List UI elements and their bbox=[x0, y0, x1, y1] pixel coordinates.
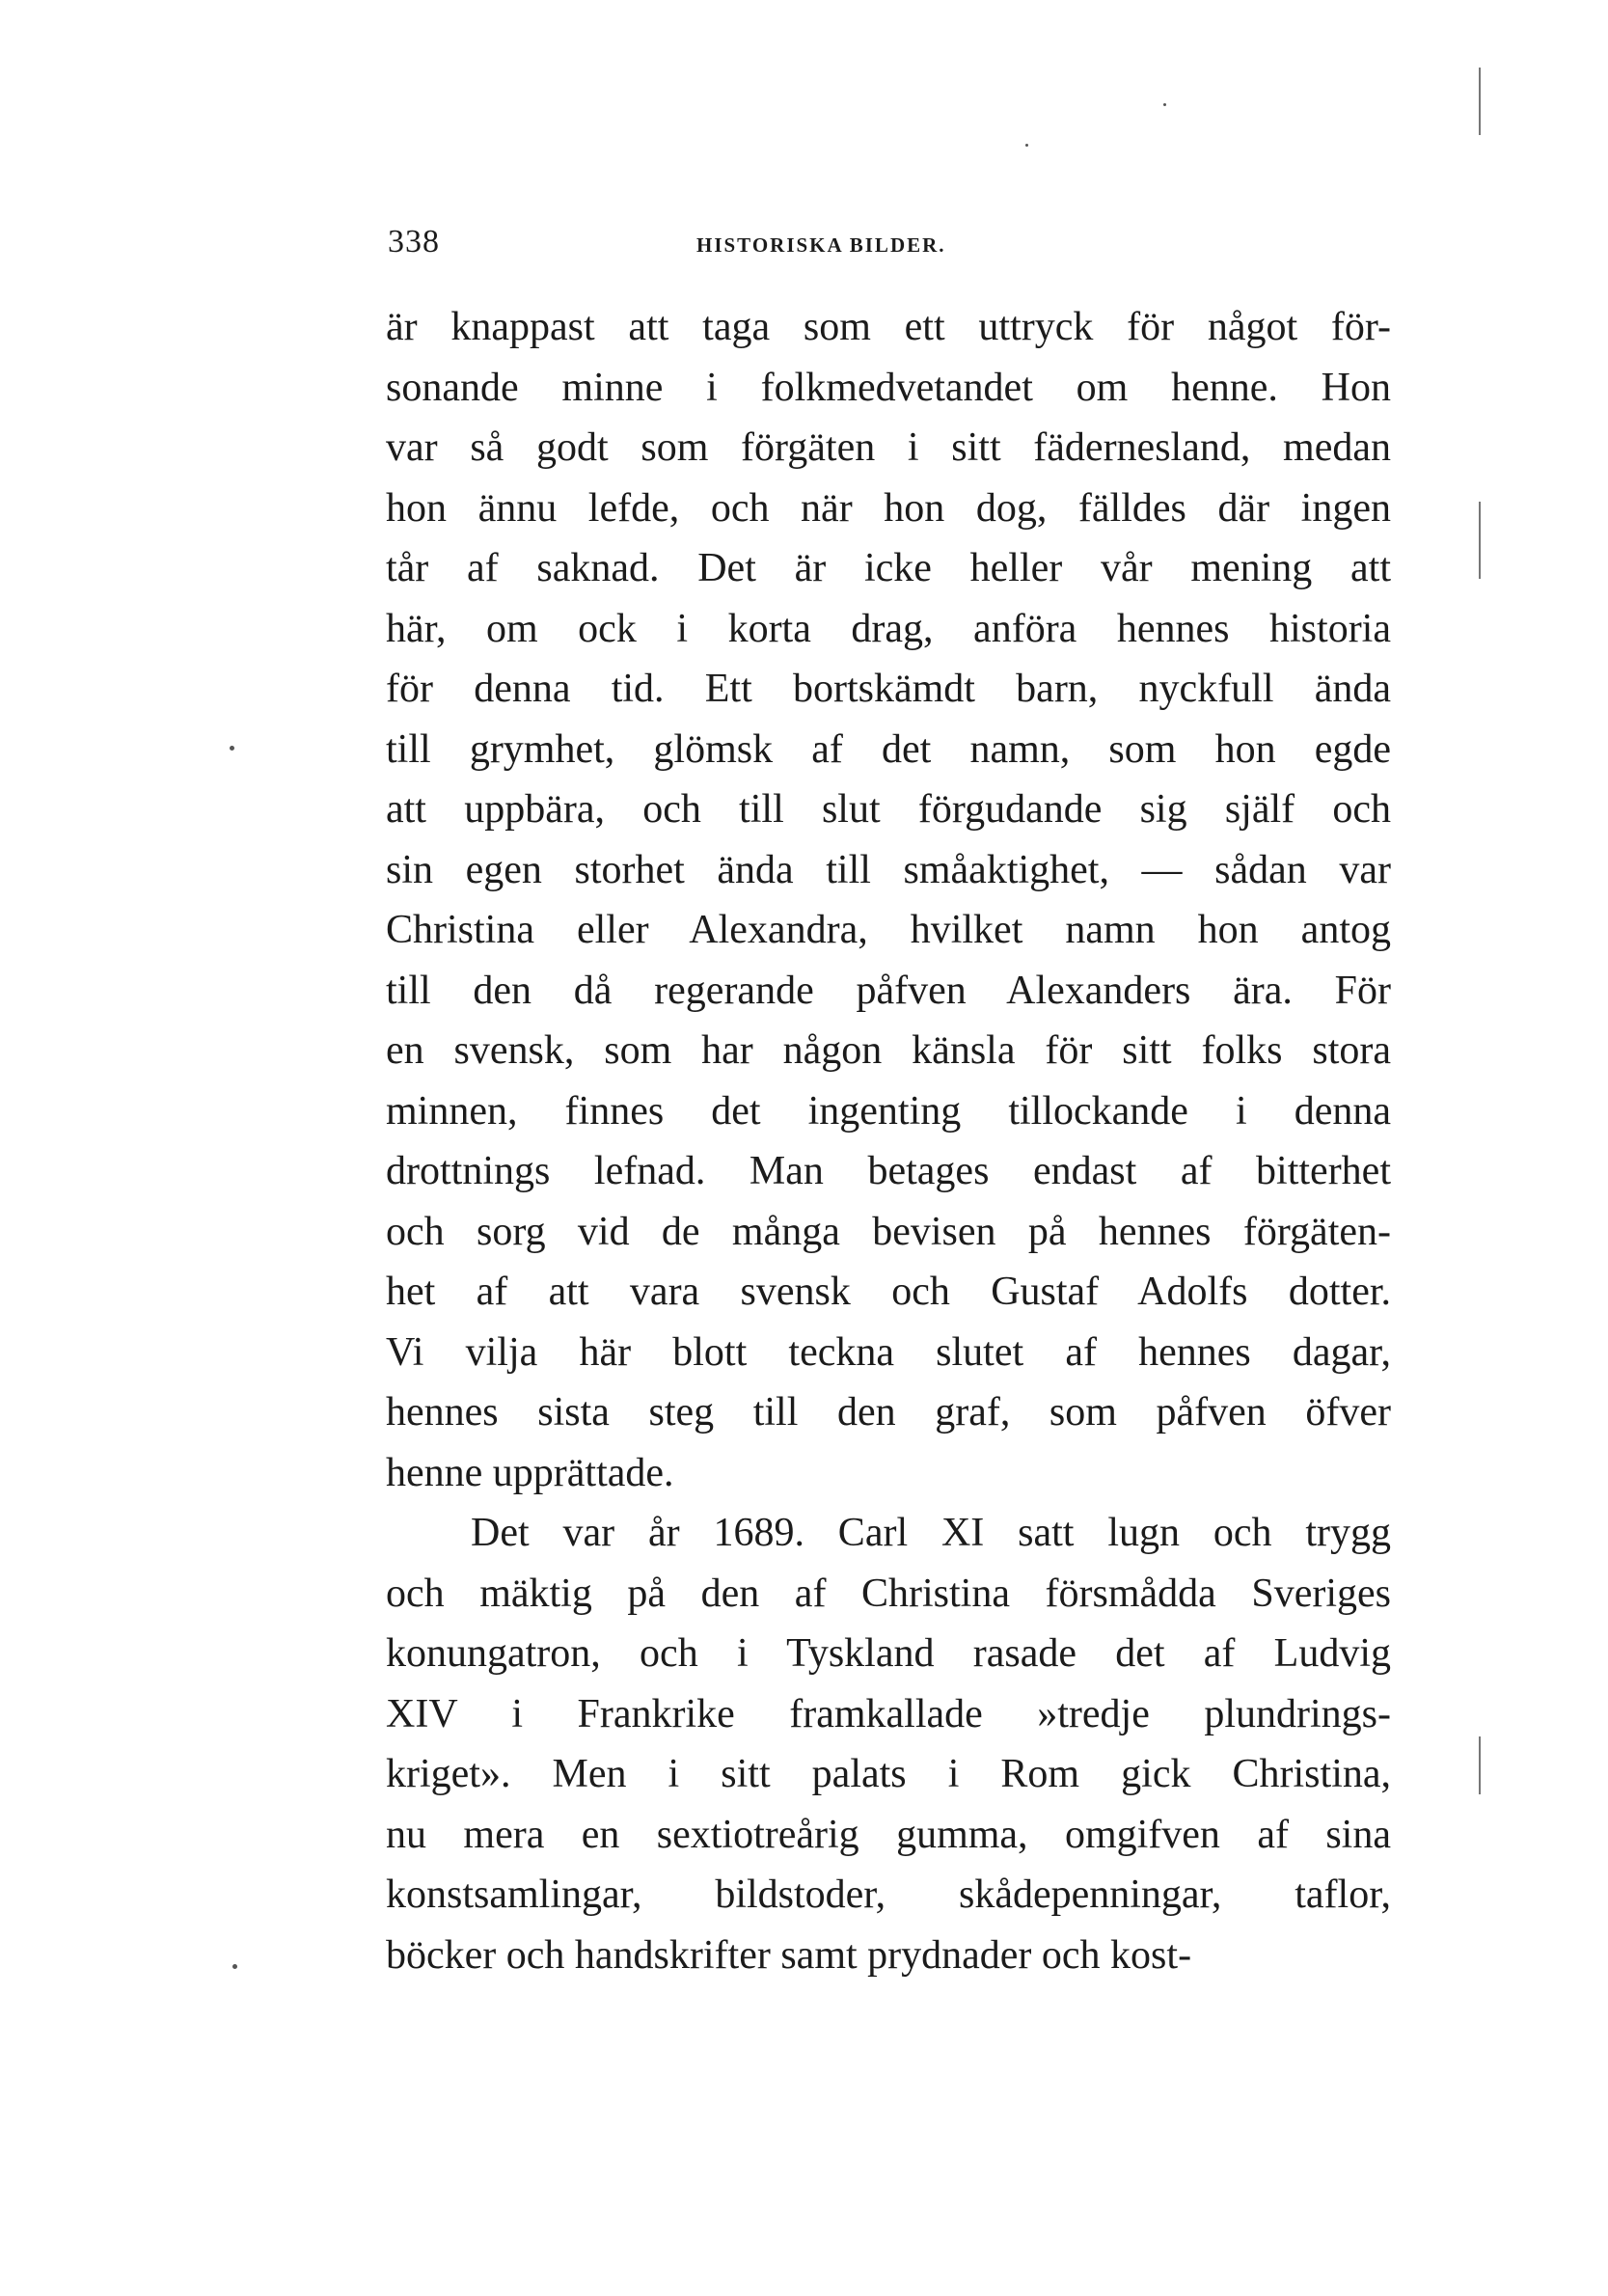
text-line: Det var år 1689. Carl XI satt lugn och trygg bbox=[471, 1511, 1391, 1555]
text-line: en svensk, som har någon känsla för sitt folks stora bbox=[386, 1028, 1391, 1073]
text-line: och mäktig på den af Christina försmådda Sveriges bbox=[386, 1571, 1391, 1616]
page-header bbox=[388, 224, 1391, 272]
text-line: sonande minne i folkmedvetandet om henne. Hon bbox=[386, 365, 1391, 410]
text-line: sin egen storhet ända till småaktighet, — sådan var bbox=[386, 847, 1391, 892]
text-line: böcker och handskrifter samt prydnader och kost- bbox=[386, 1932, 1192, 1978]
text-line: kriget». Men i sitt palats i Rom gick Christina, bbox=[386, 1752, 1391, 1796]
page-number: 338 bbox=[388, 224, 440, 260]
text-line: för denna tid. Ett bortskämdt barn, nyckfull ända bbox=[386, 667, 1391, 711]
scan-edge-mark bbox=[1479, 68, 1481, 135]
text-line: här, om ock i korta drag, anföra hennes historia bbox=[386, 606, 1391, 651]
text-line: hon ännu lefde, och när hon dog, fälldes där ingen bbox=[386, 485, 1391, 531]
running-head: HISTORISKA BILDER. bbox=[696, 233, 946, 257]
scan-edge-mark bbox=[1479, 502, 1481, 579]
text-line: till den då regerande påfven Alexanders ära. För bbox=[386, 968, 1391, 1013]
body-text bbox=[386, 297, 1391, 1985]
text-line: minnen, finnes det ingenting tillockande i denna bbox=[386, 1088, 1391, 1134]
text-line: drottnings lefnad. Man betages endast af bitterhet bbox=[386, 1149, 1391, 1193]
text-line: att uppbära, och till slut förgudande sig själf och bbox=[386, 787, 1391, 832]
text-line: het af att vara svensk och Gustaf Adolfs dotter. bbox=[386, 1270, 1391, 1314]
text-line: nu mera en sextiotreårig gumma, omgifven af sina bbox=[386, 1812, 1391, 1857]
text-line: Vi vilja här blott teckna slutet af hennes dagar, bbox=[386, 1329, 1391, 1375]
scan-speck bbox=[230, 746, 234, 751]
text-line: konstsamlingar, bildstoder, skådepenningar, taflor, bbox=[386, 1872, 1391, 1917]
scan-speck bbox=[1025, 144, 1028, 147]
text-line: och sorg vid de många bevisen på hennes förgäten- bbox=[386, 1209, 1391, 1254]
text-line: till grymhet, glömsk af det namn, som hon egde bbox=[386, 726, 1391, 772]
scan-edge-mark bbox=[1479, 1736, 1481, 1794]
text-line: är knappast att taga som ett uttryck för något för- bbox=[386, 305, 1391, 349]
text-line: hennes sista steg till den graf, som påfven öfver bbox=[386, 1390, 1391, 1435]
text-line: var så godt som förgäten i sitt fädernesland, medan bbox=[386, 425, 1391, 470]
scan-speck bbox=[1163, 103, 1166, 106]
text-line: Christina eller Alexandra, hvilket namn hon antog bbox=[386, 908, 1391, 952]
text-line: XIV i Frankrike framkallade »tredje plundrings- bbox=[386, 1691, 1391, 1736]
text-line: tår af saknad. Det är icke heller vår mening att bbox=[386, 546, 1391, 590]
text-line: henne upprättade. bbox=[386, 1450, 674, 1495]
scan-speck bbox=[232, 1964, 237, 1969]
text-line: konungatron, och i Tyskland rasade det af Ludvig bbox=[386, 1631, 1391, 1676]
